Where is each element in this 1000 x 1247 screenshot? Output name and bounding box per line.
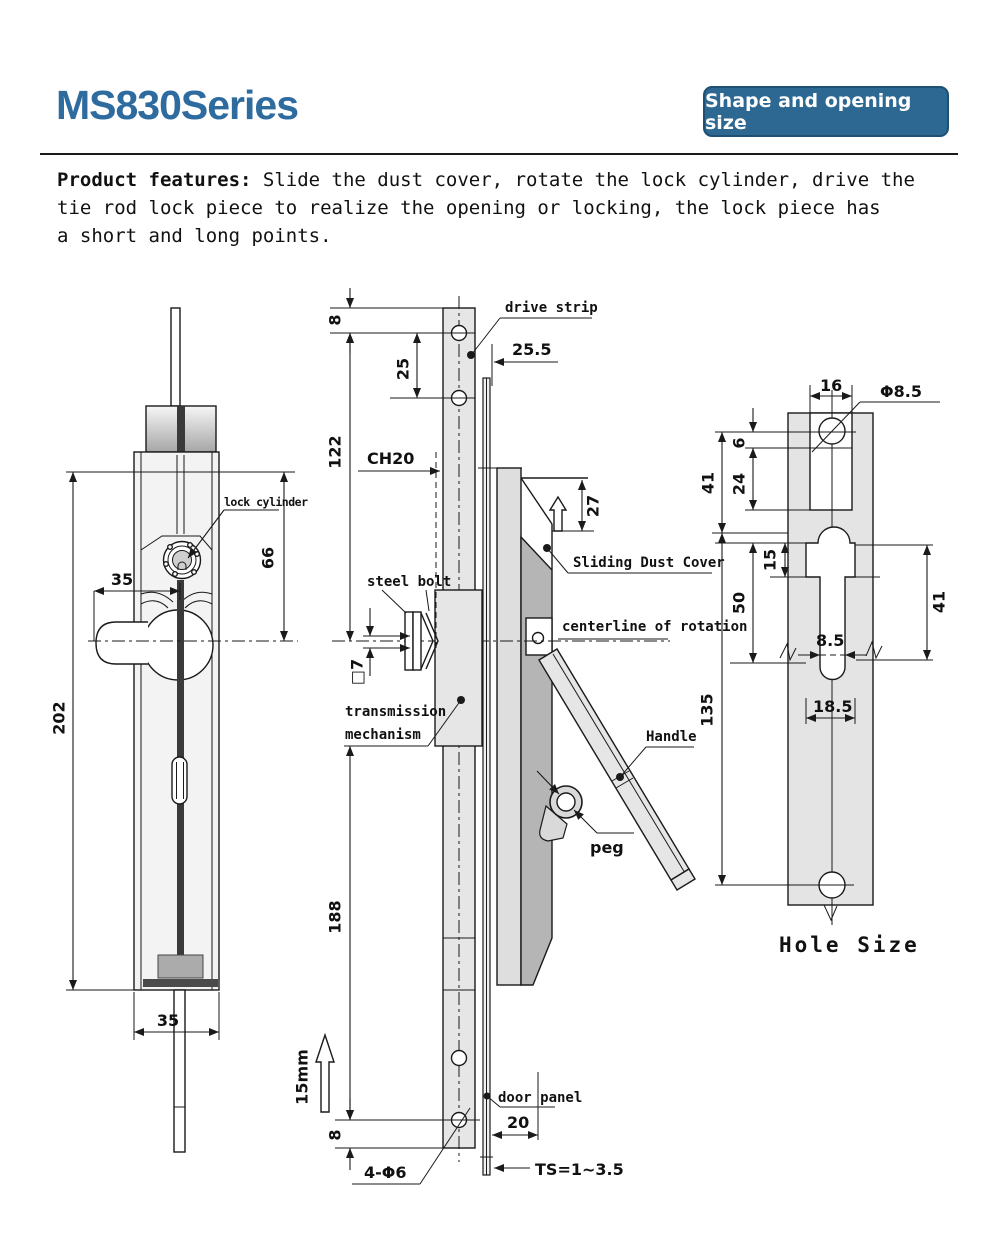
- side-view: [293, 288, 748, 1184]
- holes-4-d6-label: 4-Φ6: [364, 1163, 407, 1182]
- dim-18-5: 18.5: [813, 697, 853, 716]
- slot: [172, 757, 187, 804]
- dim-41-right: 41: [929, 590, 949, 614]
- dim-15: 15: [760, 548, 780, 572]
- hole-size-caption: Hole Size: [779, 933, 920, 957]
- dim-25-5: 25.5: [512, 340, 552, 359]
- pivot-hole: [533, 633, 544, 644]
- steel-bolt-label: steel bolt: [367, 574, 452, 590]
- features-label: Product features:: [57, 169, 252, 191]
- steel-bolt: [405, 612, 413, 670]
- features-line-1: Product features: Slide the dust cover, rotate the lock cylinder, drive the: [57, 169, 915, 191]
- dim-8-top: 8: [325, 314, 345, 326]
- dim-20: 20: [507, 1113, 530, 1132]
- lock-cylinder: [164, 542, 201, 579]
- features-line-2: tie rod lock piece to realize the opening or locking, the lock piece has: [57, 197, 881, 219]
- dim-41-left: 41: [698, 471, 718, 495]
- dim-square-7: □7: [347, 658, 367, 686]
- transmission-label-1: transmission: [345, 704, 447, 720]
- dim-8-5: 8.5: [816, 631, 845, 650]
- dim-35-top: 35: [110, 570, 134, 589]
- peg-label: peg: [590, 838, 624, 857]
- ch20-label: CH20: [367, 449, 415, 468]
- dim-50: 50: [729, 591, 749, 615]
- bottom-block: [158, 955, 203, 978]
- handle-label: Handle: [646, 729, 697, 745]
- dim-8-bottom: 8: [325, 1129, 345, 1141]
- drive-strip-label: drive strip: [505, 300, 598, 316]
- sliding-dust-cover: [521, 537, 552, 985]
- front-view: [50, 308, 309, 1152]
- dim-24: 24: [729, 472, 749, 496]
- page-title: MS830Series: [56, 82, 299, 128]
- steel-bolt-washer: [413, 612, 421, 670]
- travel-15mm-label: 15mm: [292, 1049, 312, 1105]
- bottom-strip: [143, 979, 218, 987]
- dim-6: 6: [729, 437, 749, 449]
- dim-35-bottom: 35: [156, 1011, 180, 1030]
- dim-202: 202: [49, 701, 69, 735]
- hole-size-view: [698, 376, 949, 957]
- handle-folded: [96, 622, 148, 664]
- strip-hole-3: [452, 1051, 467, 1066]
- ts-label: TS=1~3.5: [535, 1160, 624, 1179]
- features-line-3: a short and long points.: [57, 225, 332, 247]
- dim-66: 66: [258, 546, 278, 570]
- dia-8-5-label: Φ8.5: [880, 382, 922, 401]
- dim-188: 188: [325, 900, 345, 934]
- dim-135: 135: [697, 693, 717, 727]
- break-notch: [824, 905, 837, 920]
- dim-25: 25: [393, 357, 413, 381]
- centerline-of-rotation-label: centerline of rotation: [562, 619, 748, 635]
- end-cap-stripe: [177, 406, 185, 452]
- lock-base-plate: [497, 468, 521, 985]
- sliding-dust-cover-label: Sliding Dust Cover: [573, 555, 725, 571]
- dim-122: 122: [325, 435, 345, 469]
- transmission-mechanism: [435, 590, 482, 746]
- dim-16: 16: [820, 376, 843, 395]
- dim-27: 27: [583, 494, 603, 518]
- shape-opening-size-button[interactable]: Shape and opening size: [703, 86, 949, 137]
- door-panel-label: door panel: [498, 1090, 583, 1106]
- lock-cylinder-label: lock cylinder: [224, 495, 308, 509]
- tie-rod-top: [171, 308, 180, 406]
- travel-arrow-icon: [316, 1035, 334, 1112]
- transmission-label-2: mechanism: [345, 727, 421, 743]
